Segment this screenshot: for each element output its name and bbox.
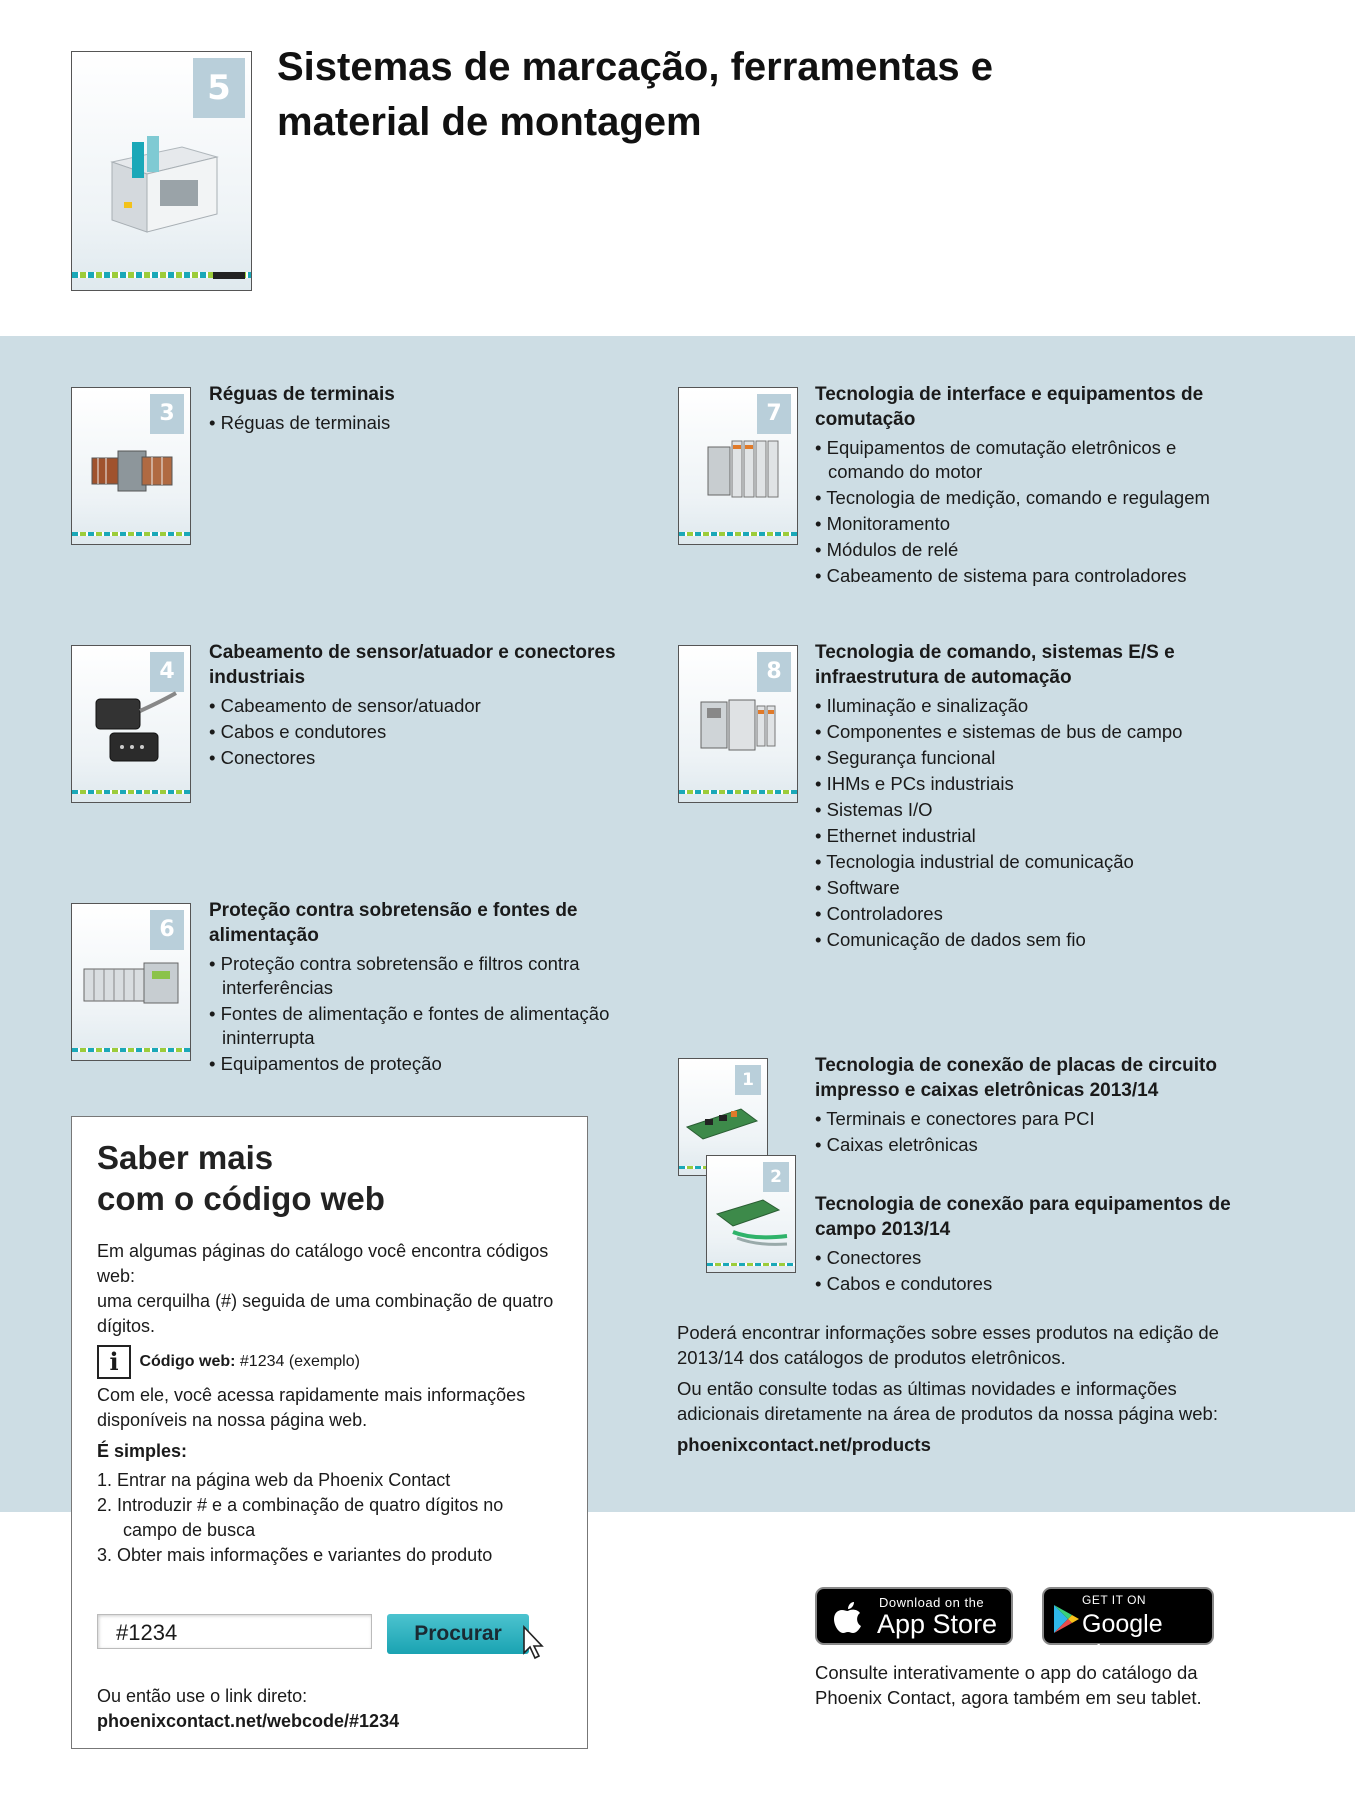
- list-item: • Caixas eletrônicas: [815, 1133, 1265, 1157]
- section-list: [815, 1246, 1265, 1296]
- section-control-technology: [815, 640, 1255, 954]
- list-item: • Componentes e sistemas de bus de campo: [815, 720, 1255, 744]
- apple-icon: [833, 1600, 863, 1634]
- step-item: 1. Entrar na página web da Phoenix Contact: [97, 1470, 451, 1490]
- webcode-access-text: Com ele, você acessa rapidamente mais informações disponíveis na nossa página web.: [97, 1385, 526, 1430]
- code-value: #1234 (exemplo): [239, 1353, 360, 1371]
- info-icon: i: [97, 1345, 131, 1379]
- cover-number: 5: [193, 58, 245, 118]
- simple-label: É simples:: [97, 1441, 188, 1461]
- cover-number: 7: [757, 394, 791, 434]
- catalog-cover-3: [71, 387, 191, 545]
- list-item: • Cabeamento de sistema para controladores: [815, 564, 1255, 588]
- list-item: • Tecnologia de medição, comando e regulagem: [815, 486, 1255, 510]
- section-list: [815, 694, 1255, 952]
- pcb-illustration: [685, 1099, 761, 1149]
- products-link[interactable]: phoenixcontact.net/products: [677, 1434, 931, 1455]
- cover-number: 3: [150, 394, 184, 434]
- code-label: Código web:: [139, 1353, 236, 1371]
- section-title: Tecnologia de conexão de placas de circuito impresso e caixas eletrônicas 2013/14: [815, 1055, 1217, 1101]
- power-supply-illustration: [82, 959, 182, 1009]
- cover-strip: [72, 790, 190, 794]
- section-title: Proteção contra sobretensão e fontes de alimentação: [209, 900, 578, 946]
- list-item: • Monitoramento: [815, 512, 1255, 536]
- cover-strip: [679, 790, 797, 794]
- list-item: • Cabeamento de sensor/atuador: [209, 694, 629, 718]
- catalog-cover-4: [71, 645, 191, 803]
- page-title-line2: material de montagem: [277, 100, 702, 144]
- list-item: • Cabos e condutores: [209, 720, 629, 744]
- webcode-intro-1: Em algumas páginas do catálogo você encontra códigos web:: [97, 1241, 549, 1286]
- section-sensor-actuator: [209, 640, 629, 772]
- section-title: Cabeamento de sensor/atuador e conectores industriais: [209, 642, 616, 688]
- app-store-badge[interactable]: [815, 1587, 1013, 1645]
- controller-illustration: [699, 696, 784, 756]
- list-item: • Fontes de alimentação e fontes de alimentação ininterrupta: [209, 1002, 629, 1050]
- cover-strip: [707, 1263, 795, 1266]
- googleplay-small-text: GET IT ON: [1082, 1593, 1147, 1607]
- webcode-search-input[interactable]: #1234: [97, 1614, 372, 1649]
- catalog-cover-8: [678, 645, 798, 803]
- list-item: • Réguas de terminais: [209, 411, 629, 435]
- search-button[interactable]: Procurar: [387, 1614, 529, 1654]
- list-item: • Tecnologia industrial de comunicação: [815, 850, 1255, 874]
- list-item: • Software: [815, 876, 1255, 900]
- list-item: • Módulos de relé: [815, 538, 1255, 562]
- list-item: • Conectores: [209, 746, 629, 770]
- list-item: • Iluminação e sinalização: [815, 694, 1255, 718]
- direct-link[interactable]: phoenixcontact.net/webcode/#1234: [97, 1711, 400, 1731]
- field-device-illustration: [713, 1192, 791, 1247]
- webcode-heading: [97, 1137, 562, 1219]
- cover-strip: [72, 1048, 190, 1052]
- section-list: [815, 1107, 1265, 1157]
- mouse-cursor-icon: [522, 1625, 548, 1661]
- info-text-2: Ou então consulte todas as últimas novidades e informações adicionais diretamente na área de produtos da nossa página web:: [677, 1378, 1218, 1424]
- list-item: • Controladores: [815, 902, 1255, 926]
- printer-illustration: [102, 122, 227, 242]
- main-catalog-cover: [71, 51, 252, 291]
- cover-number: 1: [735, 1065, 761, 1095]
- list-item: • IHMs e PCs industriais: [815, 772, 1255, 796]
- section-list: [209, 411, 629, 435]
- direct-link-text: Ou então use o link direto:: [97, 1686, 308, 1706]
- step-item: 2. Introduzir # e a combinação de quatro dígitos no campo de busca: [97, 1495, 504, 1540]
- products-info: [677, 1320, 1255, 1457]
- catalog-cover-2: [706, 1155, 796, 1273]
- page-title-line1: Sistemas de marcação, ferramentas e: [277, 45, 993, 89]
- section-title: Tecnologia de comando, sistemas E/S e infraestrutura de automação: [815, 642, 1175, 688]
- section-list: [209, 694, 629, 770]
- list-item: • Equipamentos de proteção: [209, 1052, 629, 1076]
- catalog-cover-6: [71, 903, 191, 1061]
- section-title: Tecnologia de conexão para equipamentos de campo 2013/14: [815, 1194, 1231, 1240]
- cover-strip: [679, 532, 797, 536]
- webcode-heading-line2: com o código web: [97, 1180, 385, 1217]
- app-caption: Consulte interativamente o app do catálogo da Phoenix Contact, agora também em seu tablet.: [815, 1662, 1202, 1708]
- webcode-heading-line1: Saber mais: [97, 1139, 274, 1176]
- webcode-intro-2: uma cerquilha (#) seguida de uma combinação de quatro dígitos.: [97, 1291, 554, 1336]
- step-item: 3. Obter mais informações e variantes do produto: [97, 1545, 493, 1565]
- google-play-badge[interactable]: [1042, 1587, 1214, 1668]
- googleplay-big-text: Google play: [1082, 1610, 1163, 1668]
- list-item: • Conectores: [815, 1246, 1265, 1270]
- section-title: Réguas de terminais: [209, 384, 395, 405]
- section-surge-protection: [209, 898, 629, 1078]
- list-item: • Comunicação de dados sem fio: [815, 928, 1255, 952]
- cover-strip: [72, 532, 190, 536]
- section-list: [209, 952, 629, 1076]
- section-terminal-blocks: [209, 382, 629, 437]
- section-list: [815, 436, 1255, 588]
- section-field-device-connection: [815, 1192, 1265, 1298]
- section-pcb-connection: [815, 1053, 1265, 1159]
- info-text-1: Poderá encontrar informações sobre esses produtos na edição de 2013/14 dos catálogos de produtos eletrônicos.: [677, 1322, 1219, 1368]
- connector-illustration: [92, 691, 177, 766]
- section-title: Tecnologia de interface e equipamentos de comutação: [815, 384, 1204, 430]
- list-item: • Segurança funcional: [815, 746, 1255, 770]
- relay-module-illustration: [704, 433, 784, 503]
- list-item: • Terminais e conectores para PCI: [815, 1107, 1265, 1131]
- list-item: • Sistemas I/O: [815, 798, 1255, 822]
- terminal-block-illustration: [90, 443, 175, 498]
- list-item: • Equipamentos de comutação eletrônicos e comando do motor: [815, 436, 1255, 484]
- steps-list: [97, 1468, 562, 1568]
- list-item: • Proteção contra sobretensão e filtros contra interferências: [209, 952, 629, 1000]
- catalog-cover-7: [678, 387, 798, 545]
- webcode-box: [71, 1116, 588, 1749]
- cover-number: 4: [150, 652, 184, 692]
- cover-number: 2: [763, 1162, 789, 1192]
- page-title: [277, 40, 993, 150]
- list-item: • Cabos e condutores: [815, 1272, 1265, 1296]
- appstore-small-text: Download on the: [879, 1595, 985, 1610]
- cover-number: 8: [757, 652, 791, 692]
- google-play-icon: [1052, 1604, 1080, 1634]
- appstore-big-text: App Store: [877, 1609, 998, 1639]
- cover-number: 6: [150, 910, 184, 950]
- webcode-example: [97, 1345, 562, 1379]
- phoenix-logo-mark: [213, 272, 245, 279]
- section-interface-technology: [815, 382, 1255, 590]
- list-item: • Ethernet industrial: [815, 824, 1255, 848]
